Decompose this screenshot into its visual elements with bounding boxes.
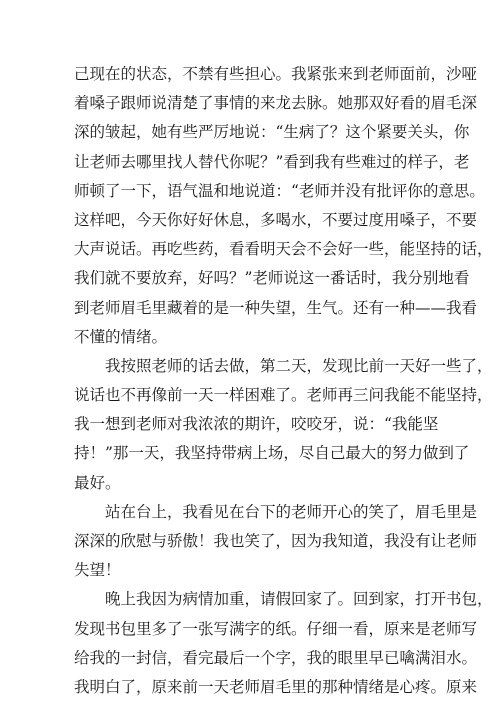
text-line: 着嗓子跟师说清楚了事情的来龙去脉。她那双好看的眉毛深 — [74, 94, 478, 113]
text-line: 大声说话。再吃些药，看看明天会不会好一些，能坚持的话， — [74, 240, 493, 259]
text-line: 我们就不要放弃，好吗？”老师说这一番话时，我分别地看 — [74, 269, 470, 288]
paragraph-4 — [74, 585, 493, 702]
text-line: 到老师眉毛里藏着的是一种失望，生气。还有一种——我看 — [74, 298, 478, 317]
paragraph-2 — [74, 352, 493, 498]
text-line: 己现在的状态，不禁有些担心。我紧张来到老师面前，沙哑 — [74, 65, 478, 83]
text-line: 我按照老师的话去做，第二天，发现比前一天好一些了， — [105, 356, 493, 375]
text-line: 让老师去哪里找人替代你呢？”看到我有些难过的样子，老 — [74, 152, 470, 171]
text-line: 发现书包里多了一张写满字的纸。仔细一看，原来是老师写 — [74, 619, 478, 638]
text-line: 持！”那一天，我坚持带病上场，尽自己最大的努力做到了 — [74, 444, 470, 463]
text-line: 说话也不再像前一天一样困难了。老师再三问我能不能坚持， — [74, 386, 493, 405]
paragraph-1 — [74, 60, 493, 352]
text-line: 最好。 — [74, 473, 121, 492]
document-body — [74, 60, 493, 702]
text-line: 深深的欣慰与骄傲！我也笑了，因为我知道，我没有让老师 — [74, 532, 478, 550]
text-line: 深的皱起，她有些严厉地说：“生病了？这个紧要关头，你 — [74, 123, 470, 142]
text-line: 我明白了，原来前一天老师眉毛里的那种情绪是心疼。原来 — [74, 677, 478, 696]
text-line: 不懂的情绪。 — [74, 327, 168, 346]
text-line: 师顿了一下，语气温和地说道：“老师并没有批评你的意思。 — [74, 181, 485, 200]
text-line: 站在台上，我看见在台下的老师开心的笑了，眉毛里是 — [105, 502, 478, 521]
text-line: 给我的一封信，看完最后一个字，我的眼里早已噙满泪水。 — [74, 648, 478, 667]
text-line: 晚上我因为病情加重，请假回家了。回到家，打开书包， — [105, 590, 493, 609]
text-line: 这样吧，今天你好好休息，多喝水，不要过度用嗓子，不要 — [74, 210, 478, 229]
paragraph-3 — [74, 498, 478, 586]
text-line: 失望！ — [74, 561, 121, 580]
text-line: 我一想到老师对我浓浓的期许，咬咬牙，说：“我能坚 — [74, 415, 439, 434]
